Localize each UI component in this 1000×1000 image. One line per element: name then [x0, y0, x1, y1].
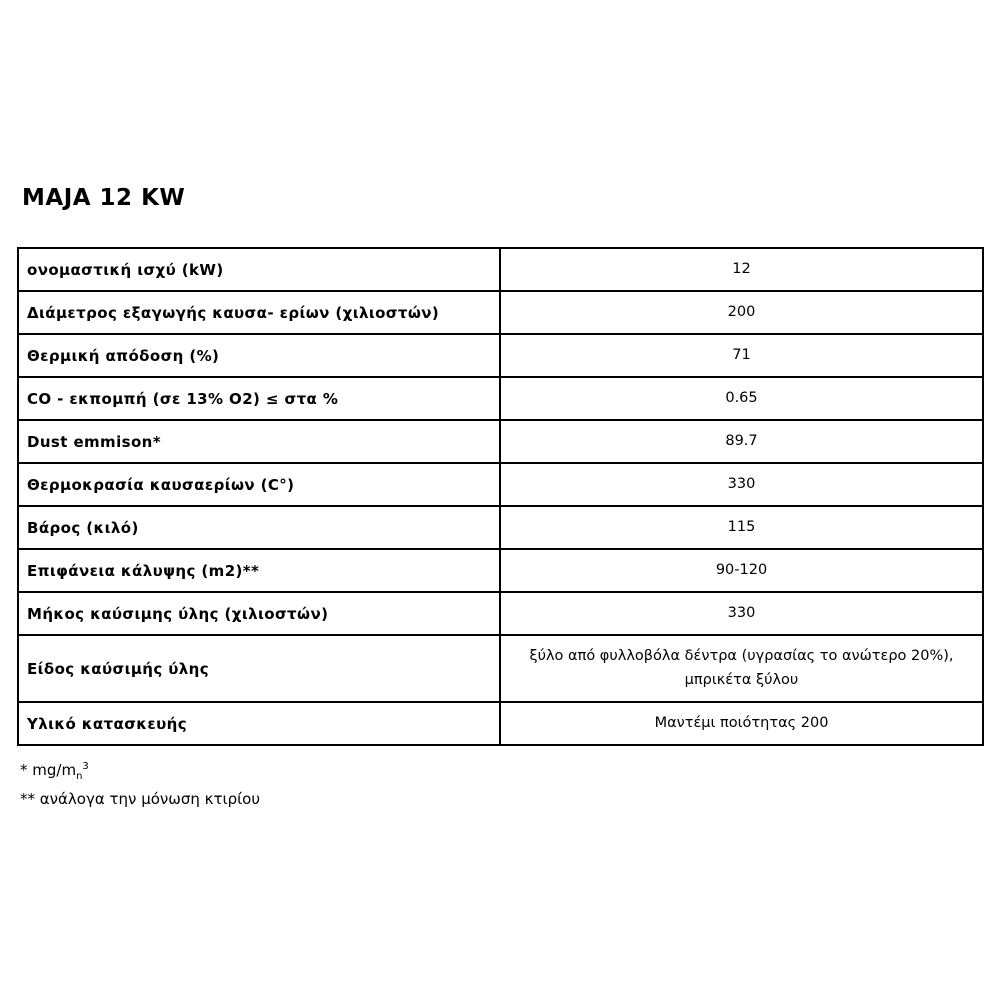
- table-row: [18, 635, 983, 702]
- table-row: [18, 248, 983, 291]
- table-row: [18, 377, 983, 420]
- spec-label-co-emission: CO - εκπομπή (σε 13% O2) ≤ στα %: [18, 377, 500, 420]
- table-row: [18, 702, 983, 745]
- spec-label-weight: Βάρος (κιλό): [18, 506, 500, 549]
- spec-label-fuel-type: Είδος καύσιμής ύλης: [18, 635, 500, 702]
- spec-value-flue-gas-temperature: 330: [500, 463, 983, 506]
- table-row: [18, 334, 983, 377]
- footnote-dust-unit: [20, 757, 260, 786]
- spec-label-thermal-efficiency: Θερμική απόδοση (%): [18, 334, 500, 377]
- spec-table: [17, 247, 984, 746]
- spec-value-co-emission: 0.65: [500, 377, 983, 420]
- footnotes: [20, 757, 260, 812]
- table-row: [18, 291, 983, 334]
- spec-label-nominal-power: ονομαστική ισχύ (kW): [18, 248, 500, 291]
- table-row: [18, 506, 983, 549]
- table-row: [18, 463, 983, 506]
- footnote-dust-unit-superscript: 3: [82, 761, 89, 772]
- table-row: [18, 592, 983, 635]
- footnote-dust-unit-subscript: n: [76, 771, 83, 782]
- spec-label-flue-gas-temperature: Θερμοκρασία καυσαερίων (C°): [18, 463, 500, 506]
- spec-value-flue-diameter: 200: [500, 291, 983, 334]
- footnote-insulation: ** ανάλογα την μόνωση κτιρίου: [20, 789, 261, 808]
- table-row: [18, 420, 983, 463]
- spec-label-fuel-length: Μήκος καύσιμης ύλης (χιλιοστών): [18, 592, 500, 635]
- footnote-dust-unit-text: * mg/m: [20, 761, 77, 779]
- spec-value-fuel-length: 330: [500, 592, 983, 635]
- spec-label-coverage-area: Επιφάνεια κάλυψης (m2)**: [18, 549, 500, 592]
- page-title: MAJA 12 KW: [22, 185, 186, 211]
- spec-label-construction-material: Υλικό κατασκευής: [18, 702, 500, 745]
- spec-value-thermal-efficiency: 71: [500, 334, 983, 377]
- spec-value-weight: 115: [500, 506, 983, 549]
- spec-value-nominal-power: 12: [500, 248, 983, 291]
- spec-value-fuel-type: ξύλο από φυλλοβόλα δέντρα (υγρασίας το ανώτερο 20%), μπρικέτα ξύλου: [500, 635, 983, 702]
- table-row: [18, 549, 983, 592]
- spec-value-dust-emission: 89.7: [500, 420, 983, 463]
- spec-value-construction-material: Μαντέμι ποιότητας 200: [500, 702, 983, 745]
- spec-value-coverage-area: 90-120: [500, 549, 983, 592]
- spec-label-dust-emission: Dust emmison*: [18, 420, 500, 463]
- spec-label-flue-diameter: Διάμετρος εξαγωγής καυσα- ερίων (χιλιοστών): [18, 291, 500, 334]
